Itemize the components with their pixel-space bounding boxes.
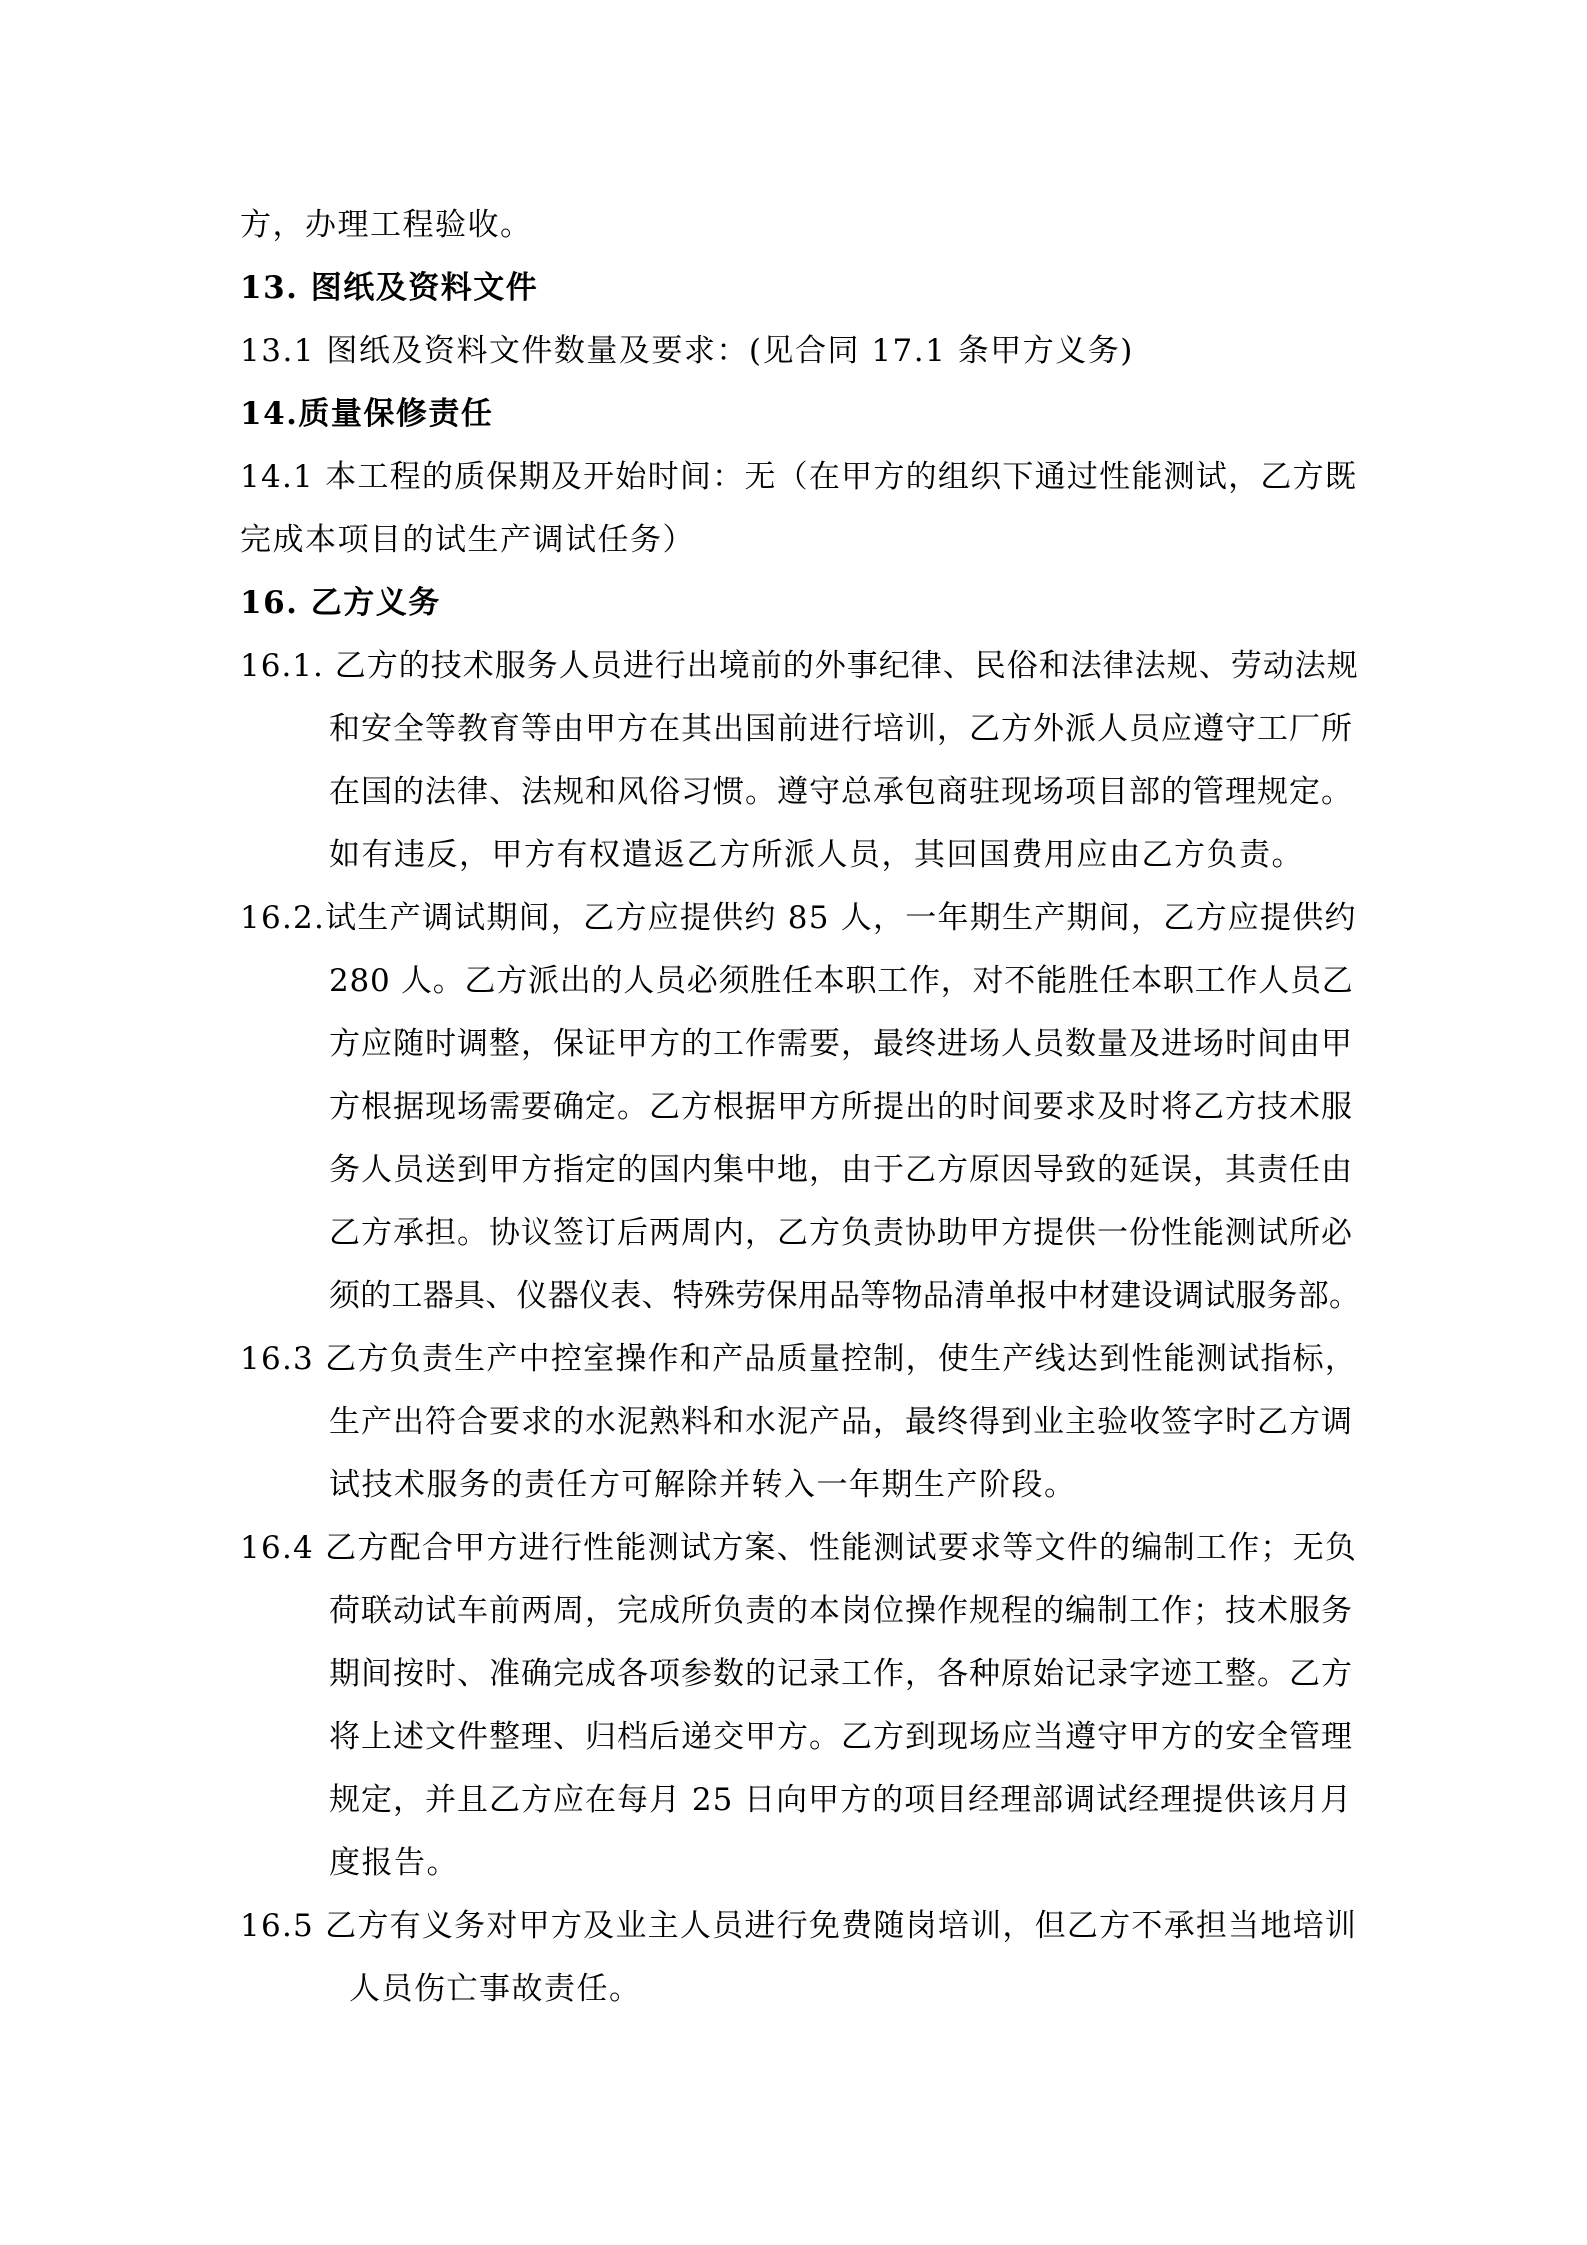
text-line: 如有违反，甲方有权遣返乙方所派人员，其回国费用应由乙方负责。	[329, 837, 1304, 873]
text-line: 和安全等教育等由甲方在其出国前进行培训，乙方外派人员应遵守工厂所	[329, 711, 1353, 747]
text-line: 乙方承担。协议签订后两周内，乙方负责协助甲方提供一份性能测试所必	[329, 1215, 1353, 1251]
text-line: 13.1 图纸及资料文件数量及要求：(见合同 17.1 条甲方义务)	[240, 333, 1134, 369]
section-heading: 13. 图纸及资料文件	[240, 270, 539, 306]
text-line: 将上述文件整理、归档后递交甲方。乙方到现场应当遵守甲方的安全管理	[329, 1719, 1353, 1755]
text-line: 16.5 乙方有义务对甲方及业主人员进行免费随岗培训，但乙方不承担当地培训	[240, 1908, 1358, 1944]
text-line: 16.2.试生产调试期间，乙方应提供约 85 人，一年期生产期间，乙方应提供约	[240, 900, 1357, 936]
text-line: 280 人。乙方派出的人员必须胜任本职工作，对不能胜任本职工作人员乙	[329, 963, 1354, 999]
text-line: 须的工器具、仪器仪表、特殊劳保用品等物品清单报中材建设调试服务部。	[329, 1278, 1361, 1314]
text-line: 期间按时、准确完成各项参数的记录工作，各种原始记录字迹工整。乙方	[329, 1656, 1353, 1692]
section-heading: 16. 乙方义务	[240, 585, 441, 621]
text-line: 规定，并且乙方应在每月 25 日向甲方的项目经理部调试经理提供该月月	[329, 1782, 1353, 1818]
text-line: 方根据现场需要确定。乙方根据甲方所提出的时间要求及时将乙方技术服	[329, 1089, 1353, 1125]
text-line: 度报告。	[329, 1845, 459, 1881]
section-heading: 14.质量保修责任	[240, 396, 494, 432]
text-line: 人员伤亡事故责任。	[349, 1971, 642, 2007]
text-line: 在国的法律、法规和风俗习惯。遵守总承包商驻现场项目部的管理规定。	[329, 774, 1353, 810]
text-line: 14.1 本工程的质保期及开始时间：无（在甲方的组织下通过性能测试，乙方既	[240, 459, 1358, 495]
text-line: 方，办理工程验收。	[240, 207, 533, 243]
text-line: 生产出符合要求的水泥熟料和水泥产品，最终得到业主验收签字时乙方调	[329, 1404, 1353, 1440]
text-line: 16.1. 乙方的技术服务人员进行出境前的外事纪律、民俗和法律法规、劳动法规	[240, 648, 1359, 684]
text-line: 16.3 乙方负责生产中控室操作和产品质量控制，使生产线达到性能测试指标，	[240, 1341, 1358, 1377]
text-line: 试技术服务的责任方可解除并转入一年期生产阶段。	[329, 1467, 1077, 1503]
text-line: 务人员送到甲方指定的国内集中地，由于乙方原因导致的延误，其责任由	[329, 1152, 1353, 1188]
text-line: 16.4 乙方配合甲方进行性能测试方案、性能测试要求等文件的编制工作；无负	[240, 1530, 1358, 1566]
text-line: 方应随时调整，保证甲方的工作需要，最终进场人员数量及进场时间由甲	[329, 1026, 1353, 1062]
text-line: 完成本项目的试生产调试任务）	[240, 522, 695, 558]
text-line: 荷联动试车前两周，完成所负责的本岗位操作规程的编制工作；技术服务	[329, 1593, 1353, 1629]
